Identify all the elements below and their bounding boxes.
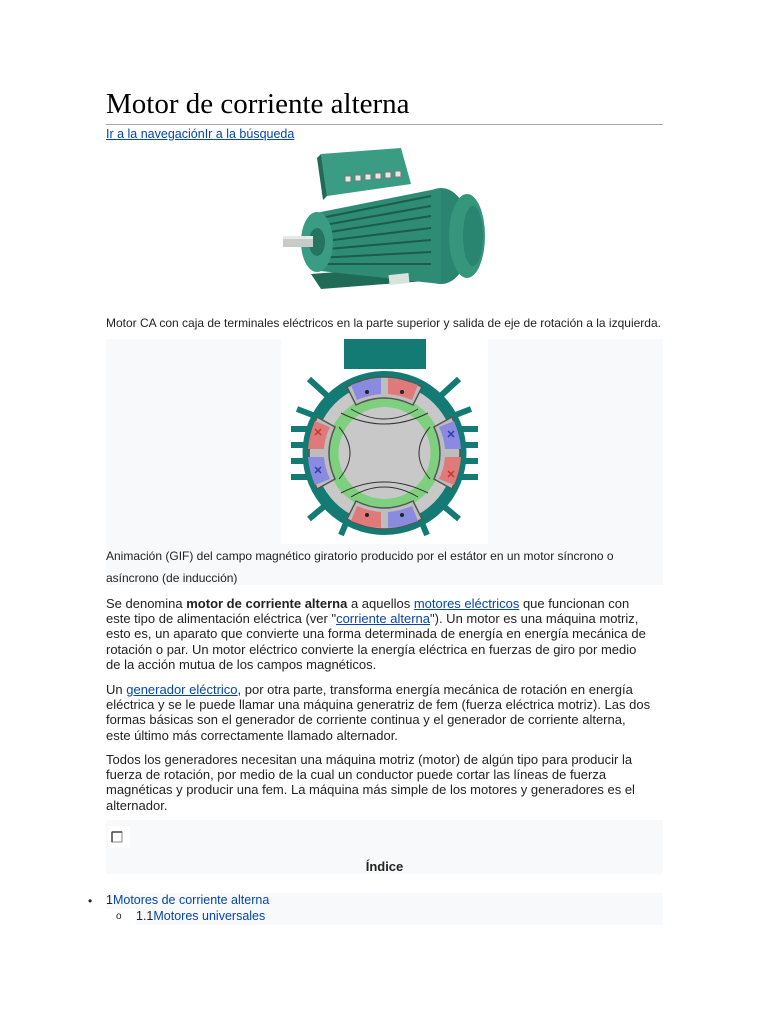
jump-to-navigation-link[interactable]: Ir a la navegación [106,127,205,141]
toc-title: Índice [365,859,404,874]
table-of-contents [106,820,663,874]
link-corriente-alterna[interactable]: corriente alterna [336,611,431,627]
list-bullet: • [88,894,93,908]
link-generador-electrico[interactable]: generador eléctrico [126,682,238,697]
toc-item-1[interactable] [106,893,663,909]
figure-caption-1: Motor CA con caja de terminales eléctricos en la parte superior y salida de eje de rotación a la izquierda. [106,316,661,330]
figure-caption-2: Animación (GIF) del campo magnético giratorio producido por el estátor en un motor síncrono o asíncrono (de inducción) [106,549,614,585]
text-run: que funcionan con este tipo de alimentación eléctrica (ver " [106,596,630,627]
toc-item-number: 1.1 [136,909,154,923]
link-motores-electricos[interactable]: motores eléctricos [413,596,520,611]
paragraph-intro [106,596,652,672]
motor-photo-frame [281,144,488,308]
text-run: Un [106,682,127,697]
text-run: Todos los generadores necesitan una máquina motriz (motor) de algún tipo para producir la fuerza de rotación, por medio de la cual un conductor puede cortar las líneas de fuerza magnéticas y producir una fem. La máquina más simple de los motores y generadores es el alternador. [106,752,635,813]
toc-item-link[interactable]: Motores universales [153,909,266,923]
jump-links [106,127,294,141]
paragraph-generator [106,682,652,743]
ac-motor-photo[interactable] [281,144,488,308]
list-bullet: o [116,911,122,922]
toc-item-1-1[interactable] [136,909,663,925]
text-run: , por otra parte, transforma energía mecánica de rotación en energía eléctrica y se le puede llamar una máquina generatriz de fem (fuerza eléctrica motriz). Las dos formas básicas son el generador de corriente continua y el generador de corriente alterna, este último más correctamente llamado alternador. [106,682,651,743]
toc-toggle-checkbox[interactable] [108,826,130,848]
paragraph-generators-motor [106,752,652,813]
text-run: "). Un motor es una máquina motriz, esto es, un aparato que convierte una forma determinada de energía en energía mecánica de rotación o par. Un motor eléctrico convierte la energía eléctrica en fuerzas de giro por medio de la acción mutua de los campos magnéticos. [106,611,646,672]
bold-term: motor de corriente alterna [186,596,348,611]
toc-item-link[interactable]: Motores de corriente alterna [112,893,270,907]
page-title: Motor de corriente alterna [106,86,663,125]
checkbox-icon [108,826,130,848]
rotating-field-diagram[interactable] [281,339,488,544]
text-run: Se denomina [106,596,187,611]
jump-to-search-link[interactable]: Ir a la búsqueda [204,127,295,141]
toc-item-number: 1 [106,893,113,907]
text-run: a aquellos [347,596,414,611]
